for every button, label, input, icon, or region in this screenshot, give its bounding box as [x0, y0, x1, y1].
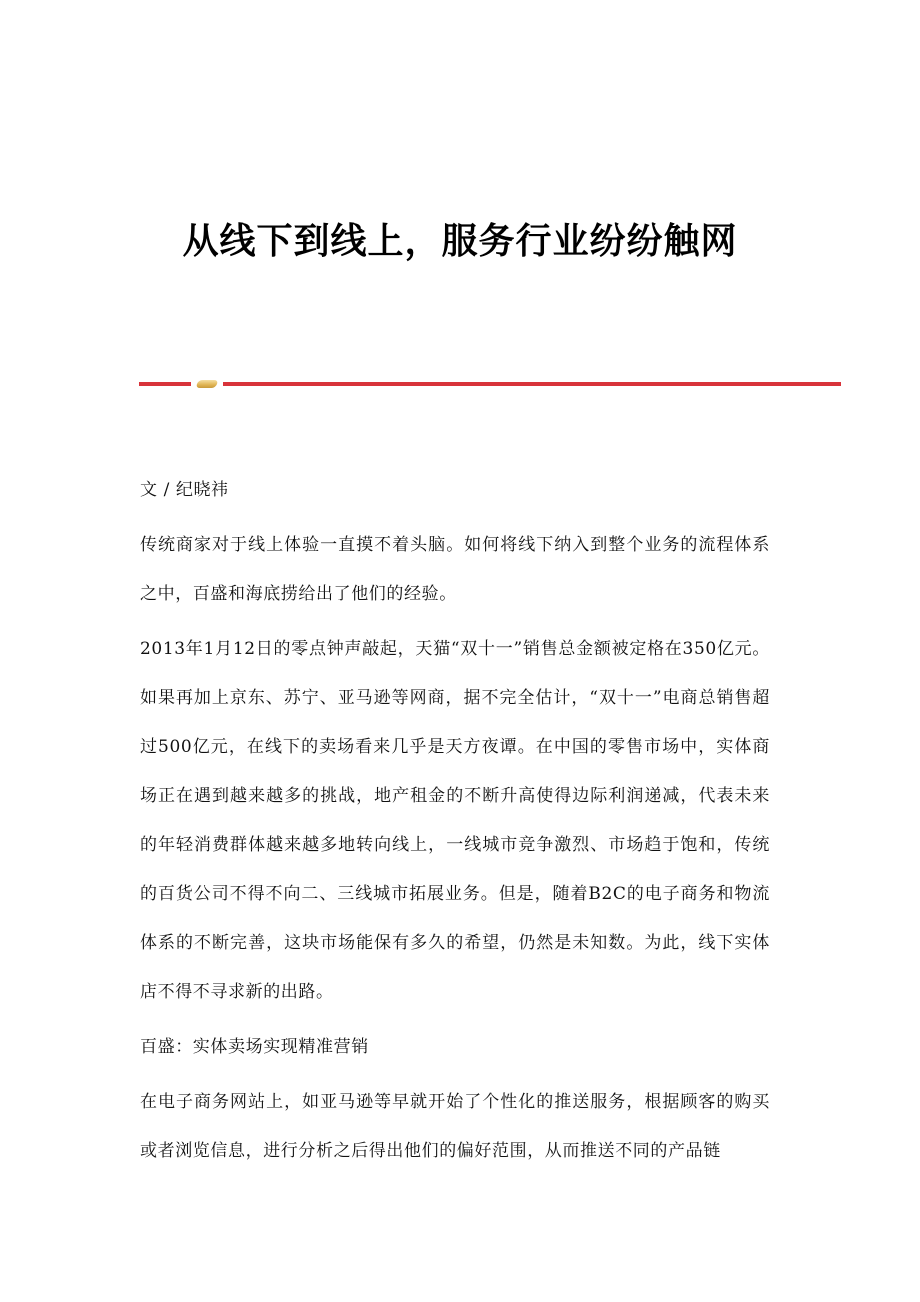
divider-ornament-icon — [196, 380, 219, 388]
divider-bar-left — [139, 382, 191, 386]
byline: 文 / 纪晓祎 — [140, 480, 229, 500]
body-paragraph-2: 在电子商务网站上，如亚马逊等早就开始了个性化的推送服务，根据顾客的购买或者浏览信息，进行分析之后得出他们的偏好范围，从而推送不同的产品链 — [140, 1092, 770, 1161]
divider-bar-right — [223, 382, 841, 386]
article-title: 从线下到线上，服务行业纷纷触网 — [182, 221, 738, 262]
body-paragraph-1: 2013年1月12日的零点钟声敲起，天猫“双十一”销售总金额被定格在350亿元。如果再加上京东、苏宁、亚马逊等网商，据不完全估计，“双十一”电商总销售超过500亿元，在线下的卖场看来几乎是天方夜谭。在中国的零售市场中，实体商场正在遇到越来越多的挑战，地产租金的不断升高使得边际利润递减，代表未来的年轻消费群体越来越多地转向线上，一线城市竞争激烈、市场趋于饱和，传统的百货公司不得不向二、三线城市拓展业务。但是，随着B2C的电子商务和物流体系的不断完善，这块市场能保有多久的希望，仍然是未知数。为此，线下实体店不得不寻求新的出路。 — [140, 639, 770, 1002]
section-subheading: 百盛：实体卖场实现精准营销 — [140, 1037, 369, 1057]
title-divider — [139, 380, 841, 390]
article-body — [140, 466, 770, 1182]
intro-paragraph: 传统商家对于线上体验一直摸不着头脑。如何将线下纳入到整个业务的流程体系之中，百盛和海底捞给出了他们的经验。 — [140, 535, 770, 604]
